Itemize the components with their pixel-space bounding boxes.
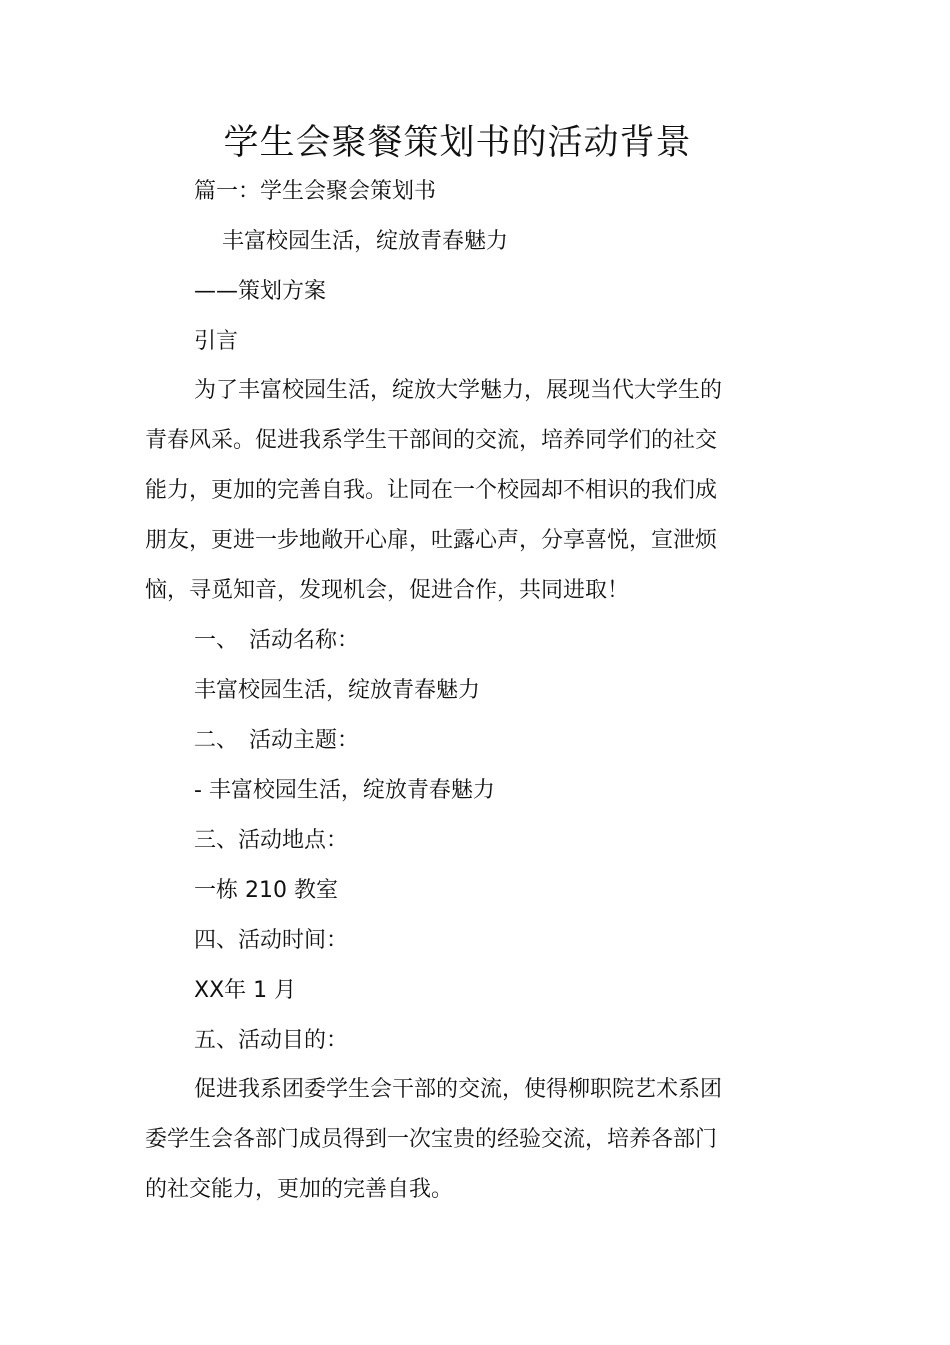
paragraph-line: 的社交能力，更加的完善自我。: [145, 1177, 454, 1202]
item-heading: 四、活动时间：: [194, 928, 349, 953]
item-value: - 丰富校园生活，绽放青春魅力: [194, 778, 495, 803]
paragraph-line: 朋友，更进一步地敞开心扉，吐露心声，分享喜悦，宣泄烦: [145, 528, 718, 553]
item-value: XX年 1 月: [194, 978, 297, 1003]
item-heading: 二、 活动主题：: [194, 728, 360, 753]
intro-paragraph: [145, 366, 745, 616]
section-heading: 篇一：学生会聚会策划书: [194, 179, 437, 204]
plan-label: ——策划方案: [194, 279, 327, 304]
paragraph-line: 委学生会各部门成员得到一次宝贵的经验交流，培养各部门: [145, 1127, 718, 1152]
purpose-paragraph: [145, 1065, 745, 1215]
paragraph-line: 青春风采。促进我系学生干部间的交流，培养同学们的社交: [145, 428, 718, 453]
document-title: 学生会聚餐策划书的活动背景: [223, 123, 692, 163]
intro-label: 引言: [194, 329, 239, 354]
paragraph-line: 能力，更加的完善自我。让同在一个校园却不相识的我们成: [145, 478, 718, 503]
paragraph-line: 为了丰富校园生活，绽放大学魅力，展现当代大学生的: [194, 378, 723, 403]
item-heading: 三、活动地点：: [194, 828, 349, 853]
item-value: 丰富校园生活，绽放青春魅力: [194, 678, 481, 703]
item-heading: 一、 活动名称：: [194, 628, 360, 653]
subtitle: 丰富校园生活，绽放青春魅力: [222, 229, 509, 254]
paragraph-line: 恼，寻觅知音，发现机会，促进合作，共同进取！: [145, 578, 630, 603]
item-heading: 五、活动目的：: [194, 1028, 349, 1053]
paragraph-line: 促进我系团委学生会干部的交流，使得柳职院艺术系团: [194, 1077, 723, 1102]
item-value: 一栋 210 教室: [194, 878, 338, 903]
